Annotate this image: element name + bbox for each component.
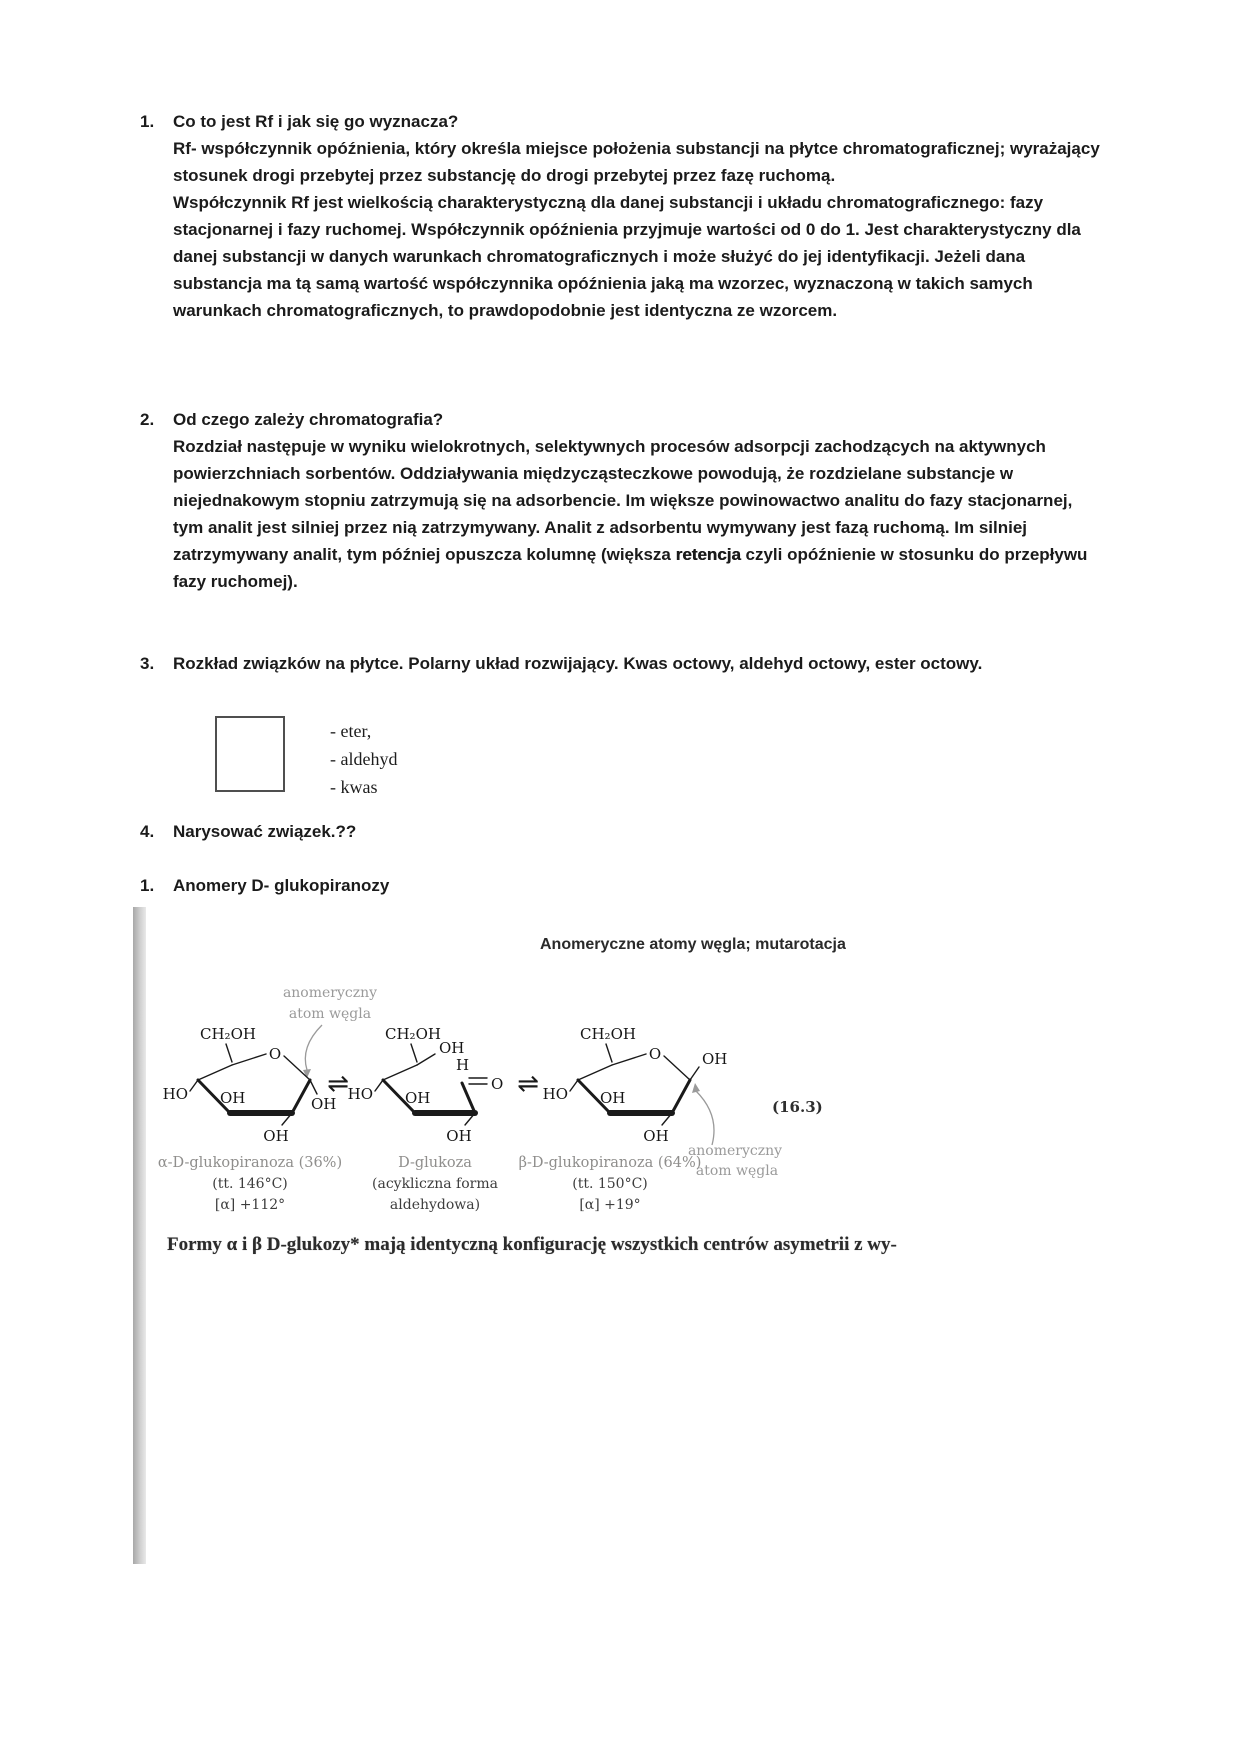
structure-rotation: [α] +19° xyxy=(579,1197,641,1213)
answer-text: Rozdział następuje w wyniku wielokrotnych, selektywnych procesów adsorpcji zachodzących na aktywnych powierzchniach sorbentów. Oddziaływania międzycząsteczkowe powodują, że rozdzielane substancje w niejednakowym stopniu zatrzymują się na adsorbencie. Im większe powinowactwo analitu do fazy stacjonarnej, tym analit jest silniej przez nią zatrzymywany. Analit z adsorbentu wymywany jest fazą ruchomą. Im silniej zatrzymywany analit, tym później opuszcza kolumnę (większa xyxy=(173,437,1073,564)
answer-paragraph: Rf- współczynnik opóźnienia, który określa miejsce położenia substancji na płytce chromatograficznej; wyrażający stosunek drogi przebytej przez substancję do drogi przebytej przez fazę ruchomą. xyxy=(173,139,1100,185)
bold-term: retencja xyxy=(675,545,741,564)
equation-number: (16.3) xyxy=(772,1098,823,1116)
glucose-mutarotation-figure xyxy=(150,975,900,1235)
ch2oh-label: CH₂OH xyxy=(385,1025,441,1043)
annotation-right-arrowhead xyxy=(692,1083,700,1093)
oh-bottom-label: OH xyxy=(263,1127,289,1145)
question-title: Rozkład związków na płytce. Polarny układ rozwijający. Kwas octowy, aldehyd octowy, ester octowy. xyxy=(173,654,983,673)
ho-label: HO xyxy=(542,1085,568,1103)
oh-inside-label: OH xyxy=(600,1089,626,1107)
question-title: Narysować związek.?? xyxy=(173,822,357,841)
annotation-right-arrow xyxy=(696,1091,714,1145)
oh-top-label: OH xyxy=(439,1039,465,1057)
question-number: 2. xyxy=(140,410,155,429)
question-title: Anomery D- glukopiranozy xyxy=(173,876,390,895)
question-block-2 xyxy=(140,406,1102,595)
figure-title: Anomeryczne atomy węgla; mutarotacja xyxy=(540,936,846,953)
oh-bottom-label: OH xyxy=(643,1127,669,1145)
ring-oxygen-label: O xyxy=(648,1045,662,1063)
structure-open-chain xyxy=(348,1025,504,1145)
plate-label: - aldehyd xyxy=(330,749,398,769)
aldehyde-o-label: O xyxy=(491,1075,504,1093)
structure-rotation: [α] +112° xyxy=(214,1197,286,1213)
ch2oh-label: CH₂OH xyxy=(200,1025,256,1043)
oh-anomeric-label: OH xyxy=(702,1050,728,1068)
plate-label: - eter, xyxy=(330,721,372,741)
question-number: 3. xyxy=(140,654,155,673)
figure-caption: Formy α i β D-glukozy* mają identyczną konfigurację wszystkich centrów asymetrii z wy- xyxy=(167,1234,897,1255)
annotation-right-line2: atom węgla xyxy=(695,1163,779,1179)
question-number: 4. xyxy=(140,822,155,841)
oh-anomeric-label: OH xyxy=(311,1095,337,1113)
structure-description: (acykliczna forma xyxy=(372,1176,498,1192)
tlc-plate-labels xyxy=(330,717,397,801)
structure-alpha xyxy=(163,1025,337,1145)
question-block-1 xyxy=(140,108,1102,324)
oh-inside-label: OH xyxy=(220,1089,246,1107)
structure-beta xyxy=(543,1025,728,1145)
structure-description: aldehydowa) xyxy=(389,1197,481,1213)
scan-edge-strip xyxy=(133,907,146,1564)
question-number: 1. xyxy=(140,112,155,131)
answer-paragraph xyxy=(173,433,1102,595)
ring-oxygen-label: O xyxy=(268,1045,282,1063)
question-block-4 xyxy=(140,818,1102,845)
annotation-left-arrow xyxy=(305,1025,322,1070)
aldehyde-h-label: H xyxy=(456,1056,470,1074)
equilibrium-arrow: ⇌ xyxy=(327,1069,349,1099)
structure-melting-point: (tt. 150°C) xyxy=(572,1176,648,1192)
annotation-left-line2: atom węgla xyxy=(288,1006,372,1022)
ch2oh-label: CH₂OH xyxy=(580,1025,636,1043)
structure-name: α-D-glukopiranoza (36%) xyxy=(157,1155,343,1171)
plate-label: - kwas xyxy=(330,777,378,797)
answer-text: czyli opóźnienie w stosunku do przepływu fazy ruchomej). xyxy=(173,545,1088,591)
structure-name: β-D-glukopiranoza (64%) xyxy=(518,1155,702,1171)
question-title: Od czego zależy chromatografia? xyxy=(173,410,444,429)
oh-inside-label: OH xyxy=(405,1089,431,1107)
question-block-5 xyxy=(140,872,1102,899)
question-block-3 xyxy=(140,650,1102,677)
question-title: Co to jest Rf i jak się go wyznacza? xyxy=(173,112,459,131)
tlc-plate-box xyxy=(215,716,285,792)
ho-label: HO xyxy=(347,1085,373,1103)
answer-paragraph: Współczynnik Rf jest wielkością charakterystyczną dla danej substancji i układu chromatograficznego: fazy stacjonarnej i fazy ruchomej. Współczynnik opóźnienia przyjmuje wartości od 0 do 1. Jest charakterystyczny dla danej substancji w danych warunkach chromatograficznych i może służyć do jej identyfikacji. Jeżeli dana substancja ma tą samą wartość współczynnika opóźnienia jaką ma wzorzec, wyznaczoną w takich samych warunkach chromatograficznych, to prawdopodobnie jest identyczna ze wzorcem. xyxy=(173,193,1081,320)
ho-label: HO xyxy=(162,1085,188,1103)
annotation-left-line1: anomeryczny xyxy=(282,985,378,1001)
structure-melting-point: (tt. 146°C) xyxy=(212,1176,288,1192)
question-number: 1. xyxy=(140,876,155,895)
equilibrium-arrow: ⇌ xyxy=(517,1069,539,1099)
annotation-right-line1: anomeryczny xyxy=(687,1143,783,1159)
structure-name: D-glukoza xyxy=(398,1155,472,1171)
oh-bottom-label: OH xyxy=(446,1127,472,1145)
